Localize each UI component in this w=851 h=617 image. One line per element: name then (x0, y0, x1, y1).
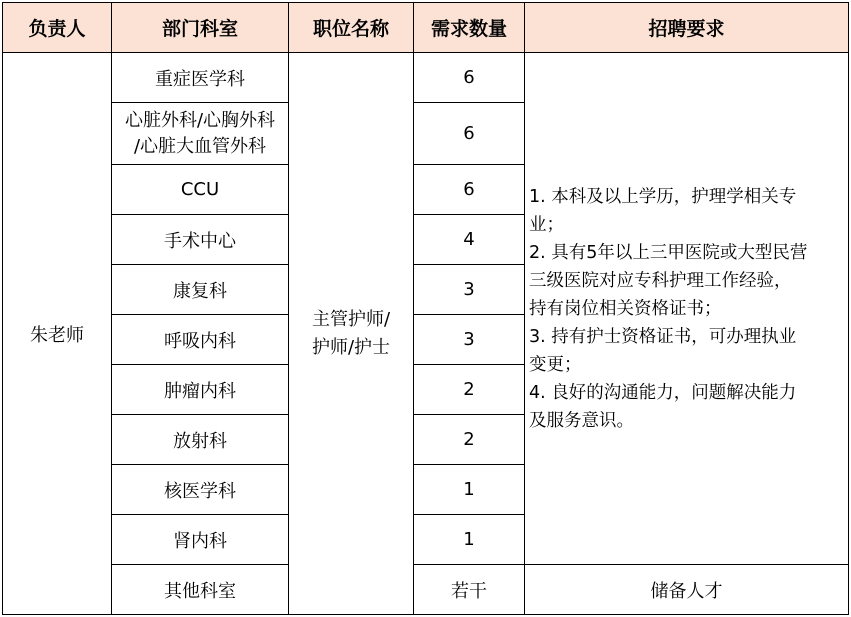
requirements-cell (525, 53, 849, 565)
position-line: 主管护师/ (311, 308, 391, 330)
position-cell (289, 53, 414, 615)
department-cell: 康复科 (112, 265, 289, 315)
department-line: 心脏外科/心胸外科 (124, 109, 276, 131)
department-cell: 呼吸内科 (112, 315, 289, 365)
department-line: /心脏大血管外科 (133, 135, 267, 157)
quantity-cell: 6 (414, 103, 525, 165)
requirement-line: 持有岗位相关资格证书； (529, 298, 722, 319)
quantity-cell: 1 (414, 465, 525, 515)
department-cell: 重症医学科 (112, 53, 289, 103)
department-cell: 核医学科 (112, 465, 289, 515)
header-quantity: 需求数量 (414, 3, 525, 53)
requirement-line: 变更； (529, 354, 582, 375)
table-row (3, 565, 849, 615)
requirement-line: 1. 本科及以上学历，护理学相关专 (529, 186, 797, 207)
header-position: 职位名称 (289, 3, 414, 53)
owner-cell: 朱老师 (3, 53, 112, 615)
quantity-cell: 2 (414, 365, 525, 415)
quantity-cell: 3 (414, 265, 525, 315)
header-requirements: 招聘要求 (525, 3, 849, 53)
department-cell: 手术中心 (112, 215, 289, 265)
requirement-other-cell: 储备人才 (525, 565, 849, 615)
requirement-line: 3. 持有护士资格证书，可办理执业 (529, 326, 797, 347)
table-row (3, 53, 849, 103)
header-department: 部门科室 (112, 3, 289, 53)
requirement-line: 三级医院对应专科护理工作经验， (529, 270, 792, 291)
quantity-cell: 3 (414, 315, 525, 365)
header-row (3, 3, 849, 53)
header-owner: 负责人 (3, 3, 112, 53)
quantity-cell: 6 (414, 165, 525, 215)
requirement-line: 4. 良好的沟通能力，问题解决能力 (529, 382, 797, 403)
department-cell: 其他科室 (112, 565, 289, 615)
requirement-line: 及服务意识。 (529, 410, 634, 431)
department-cell: 肾内科 (112, 515, 289, 565)
department-cell (112, 103, 289, 165)
position-line: 护师/护士 (311, 336, 391, 358)
recruitment-table (2, 2, 849, 615)
quantity-cell: 1 (414, 515, 525, 565)
department-cell: CCU (112, 165, 289, 215)
department-cell: 放射科 (112, 415, 289, 465)
department-cell: 肿瘤内科 (112, 365, 289, 415)
quantity-cell: 若干 (414, 565, 525, 615)
requirement-line: 2. 具有5年以上三甲医院或大型民营 (529, 242, 808, 263)
quantity-cell: 4 (414, 215, 525, 265)
requirement-line: 业； (529, 214, 564, 235)
quantity-cell: 6 (414, 53, 525, 103)
quantity-cell: 2 (414, 415, 525, 465)
